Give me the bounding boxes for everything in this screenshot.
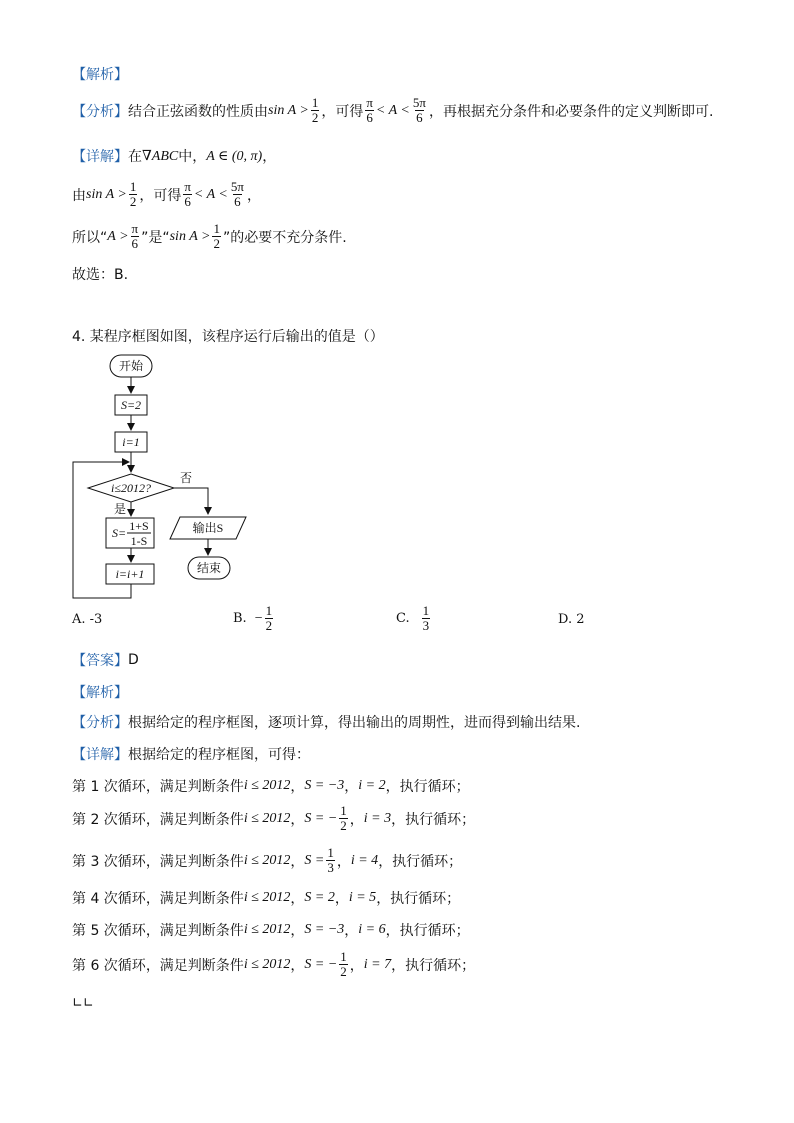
loop-prefix: 第 6 次循环 xyxy=(72,957,146,974)
frac-den: 3 xyxy=(327,860,334,875)
option-a[interactable] xyxy=(72,612,102,627)
flow-no-label: 否 xyxy=(179,471,193,485)
option-d-label: D. 2 xyxy=(558,612,585,627)
frac-num: 1 xyxy=(311,95,319,110)
answer-value: D xyxy=(128,652,139,668)
frac-num: 1 xyxy=(327,845,334,860)
flow-i-init-label: i=1 xyxy=(122,435,140,449)
option-b-fraction xyxy=(265,604,274,633)
loop-cond: i ≤ 2012 xyxy=(243,890,291,905)
loop-prefix: 第 4 次循环 xyxy=(72,891,146,907)
domain-expr: A ∈ (0, π) xyxy=(206,148,263,164)
option-a-label: A. -3 xyxy=(72,612,103,627)
sin-inequality: sin A > xyxy=(268,102,309,118)
loop-i-value: i = 3 xyxy=(363,810,392,826)
option-c[interactable] xyxy=(396,604,432,633)
loop-cond: i ≤ 2012 xyxy=(243,852,291,868)
conclusion-text: ”的必要不充分条件. xyxy=(222,229,347,246)
loop-prefix: 第 3 次循环 xyxy=(72,853,146,870)
frac-num: 1 xyxy=(129,179,137,194)
loop-line-2 xyxy=(72,804,475,833)
derive-text: 由 xyxy=(72,187,86,204)
xiangjie-line-2 xyxy=(72,744,310,764)
loop-cond: i ≤ 2012 xyxy=(243,778,291,793)
frac-num: π xyxy=(366,95,373,110)
jiexi-tag: 【解析】 xyxy=(72,685,128,701)
option-d[interactable] xyxy=(558,612,585,627)
loop-s-value: S = xyxy=(304,852,325,868)
frac-num: π xyxy=(184,179,191,194)
flow-s-init-label: S=2 xyxy=(120,398,142,412)
flow-assign-lhs: S= xyxy=(112,526,127,540)
frac-den: 2 xyxy=(213,236,220,251)
loop-line-1 xyxy=(72,776,470,796)
loop-mid: ，满足判断条件 xyxy=(145,957,244,974)
fenxi-text: 结合正弦函数的性质由 xyxy=(128,103,268,120)
flow-no-branch xyxy=(174,488,208,514)
loop-comma: ， xyxy=(290,853,305,870)
loop-comma: ， xyxy=(349,811,364,828)
jiexi-tag: 【解析】 xyxy=(72,67,128,83)
frac-num: 1 xyxy=(265,603,273,618)
frac-den: 6 xyxy=(416,110,423,125)
fenxi-tag: 【分析】 xyxy=(72,103,128,120)
loop-comma: ， xyxy=(290,957,305,974)
loop-comma: ， xyxy=(290,811,305,828)
frac-den: 6 xyxy=(366,110,373,125)
loop-prefix: 第 5 次循环 xyxy=(72,923,146,939)
fenxi-text: ，可得 xyxy=(321,103,364,120)
loop-cond: i ≤ 2012 xyxy=(243,956,291,972)
xiangjie-text: 根据给定的程序框图，可得： xyxy=(128,747,310,763)
loop-mid: ，满足判断条件 xyxy=(145,923,244,939)
frac-den: 2 xyxy=(129,194,137,209)
loop-tail: ，执行循环； xyxy=(376,891,461,907)
loop-i-value: i = 2 xyxy=(358,778,386,793)
frac-num: π xyxy=(131,221,139,236)
flow-assign-num: 1+S xyxy=(129,519,149,533)
loop-i-value: i = 6 xyxy=(358,922,386,937)
derive-text: ，可得 xyxy=(139,187,182,204)
loop-line-3 xyxy=(72,846,462,875)
derive-text: ， xyxy=(246,187,261,204)
loop-i-value: i = 7 xyxy=(363,956,392,972)
loop-s-fraction xyxy=(339,950,348,979)
loop-cond: i ≤ 2012 xyxy=(243,810,291,826)
loop-comma: ， xyxy=(344,779,359,795)
frac-den: 6 xyxy=(184,194,191,209)
loop-tail: ，执行循环； xyxy=(378,853,463,870)
loop-s-value: S = 2 xyxy=(304,890,335,905)
option-c-fraction xyxy=(422,604,431,633)
range-text: < A < xyxy=(193,186,228,202)
fenxi-line-2 xyxy=(72,712,580,732)
answer-heading xyxy=(72,650,139,670)
xiangjie-text: ， xyxy=(262,149,277,165)
frac-den: 3 xyxy=(422,618,430,633)
loop-comma: ， xyxy=(349,957,364,974)
trailing-marks: ∟∟ xyxy=(72,996,94,1011)
xiangjie-tag: 【详解】 xyxy=(72,149,128,165)
loop-comma: ， xyxy=(290,779,305,795)
frac-den: 2 xyxy=(340,964,347,979)
loop-s-value: S = −3 xyxy=(304,778,345,793)
loop-s-value: S = − xyxy=(304,956,338,972)
conclusion-text: 所以“ xyxy=(72,229,108,246)
fenxi-text: ，再根据充分条件和必要条件的定义判断即可. xyxy=(428,103,714,120)
loop-tail: ，执行循环； xyxy=(391,811,476,828)
loop-s-fraction xyxy=(326,846,335,875)
sin-inequality: sin A > xyxy=(169,228,211,244)
frac-num: 1 xyxy=(340,949,347,964)
triangle-label: ∇ABC xyxy=(142,148,179,164)
flow-start-label: 开始 xyxy=(118,359,144,373)
loop-cond: i ≤ 2012 xyxy=(243,922,291,937)
fenxi-text: 根据给定的程序框图，逐项计算，得出输出的周期性，进而得到输出结果. xyxy=(128,715,581,731)
loop-s-value: S = −3 xyxy=(304,922,345,937)
frac-num: 1 xyxy=(340,803,347,818)
loop-comma: ， xyxy=(334,891,349,907)
a-inequality: A > xyxy=(107,228,129,244)
option-b-label: B. xyxy=(233,611,247,626)
loop-prefix: 第 1 次循环 xyxy=(72,779,146,795)
loop-mid: ，满足判断条件 xyxy=(145,891,244,907)
loop-mid: ，满足判断条件 xyxy=(145,779,244,795)
sin-inequality: sin A > xyxy=(86,186,127,202)
flow-yes-label: 是 xyxy=(113,502,127,516)
frac-den: 6 xyxy=(131,236,139,251)
xiangjie-text: 在 xyxy=(128,149,142,165)
option-b-sign: − xyxy=(254,610,263,626)
flow-output-label: 输出S xyxy=(192,521,224,535)
xiangjie-text: 中， xyxy=(178,149,207,165)
frac-den: 2 xyxy=(311,110,319,125)
frac-num: 1 xyxy=(422,603,430,618)
option-c-label: C. xyxy=(396,611,410,626)
question-text: 4. 某程序框图如图，该程序运行后输出的值是（） xyxy=(72,329,384,345)
loop-comma: ， xyxy=(344,923,359,939)
loop-comma: ， xyxy=(290,923,305,939)
frac-num: 5π xyxy=(230,179,244,194)
loop-s-fraction xyxy=(339,804,348,833)
jiexi-heading-2 xyxy=(72,682,128,702)
loop-tail: ，执行循环； xyxy=(385,923,470,939)
option-b[interactable] xyxy=(233,604,275,633)
loop-mid: ，满足判断条件 xyxy=(145,811,244,828)
loop-line-5 xyxy=(72,920,470,940)
frac-den: 6 xyxy=(234,194,241,209)
frac-den: 2 xyxy=(265,618,273,633)
fenxi-tag: 【分析】 xyxy=(72,715,128,731)
loop-line-4 xyxy=(72,888,460,908)
conclusion-text: ”是“ xyxy=(141,229,170,246)
frac-num: 1 xyxy=(213,221,220,236)
frac-num: 5π xyxy=(412,95,426,110)
loop-tail: ，执行循环； xyxy=(391,957,476,974)
flow-end-label: 结束 xyxy=(196,561,222,575)
loop-comma: ， xyxy=(290,891,305,907)
answer-tag: 【答案】 xyxy=(72,653,128,669)
frac-den: 2 xyxy=(340,818,347,833)
flow-assign-den: 1-S xyxy=(130,534,148,548)
xiangjie-tag: 【详解】 xyxy=(72,747,128,763)
loop-s-value: S = − xyxy=(304,810,338,826)
range-text: < A < xyxy=(375,102,410,118)
loop-prefix: 第 2 次循环 xyxy=(72,811,146,828)
loop-mid: ，满足判断条件 xyxy=(145,853,244,870)
loop-line-6 xyxy=(72,950,475,979)
answer-text: 故选：B. xyxy=(72,267,129,283)
flow-condition-label: i≤2012? xyxy=(111,481,151,495)
loop-i-value: i = 4 xyxy=(350,852,379,868)
loop-tail: ，执行循环； xyxy=(385,779,470,795)
loop-comma: ， xyxy=(336,853,351,870)
loop-i-value: i = 5 xyxy=(348,890,377,905)
flow-incr-label: i=i+1 xyxy=(115,567,145,581)
